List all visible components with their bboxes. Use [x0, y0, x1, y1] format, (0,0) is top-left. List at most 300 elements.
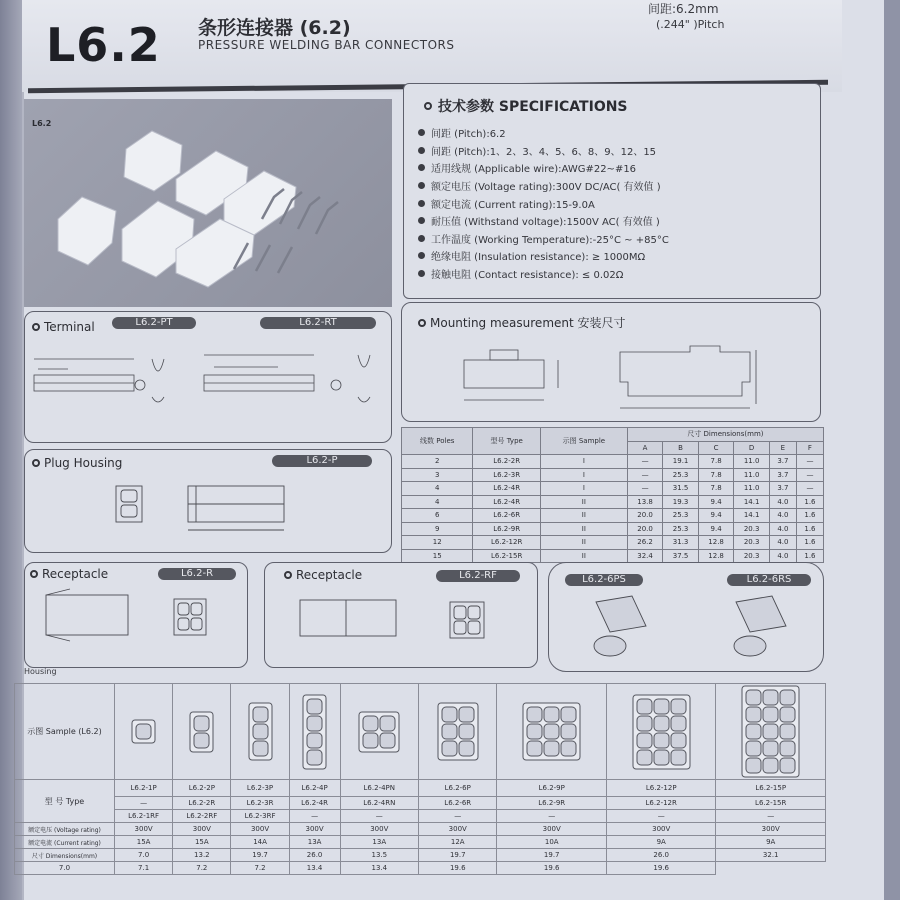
housing-cell: — [340, 810, 418, 823]
spec-text: 额定电压 (Voltage rating):300V DC/AC( 有效值 ) [431, 182, 661, 194]
housing-cavity-icon [302, 694, 327, 770]
spec-item [418, 265, 669, 283]
housing-cavity [746, 741, 761, 756]
table-cell: 13.8 [627, 495, 663, 509]
table-cell: — [627, 482, 663, 496]
chinese-title: 条形连接器 (6.2) [198, 17, 351, 39]
spec-item [418, 230, 669, 248]
housing-cell: 7.2 [173, 862, 231, 875]
bullet-icon [32, 323, 40, 331]
table-cell: 4.0 [769, 536, 796, 550]
housing-cell: 300V [497, 823, 606, 836]
pitch-mm: 间距:6.2mm [648, 2, 719, 16]
table-cell: L6.2-12R [473, 536, 540, 550]
housing-cavity [780, 707, 795, 722]
housing-cell: 300V [173, 823, 231, 836]
spec-item [418, 124, 669, 142]
housing-cavity [363, 716, 378, 731]
housing-cell: — [716, 810, 826, 823]
table-cell: 9.4 [698, 522, 734, 536]
housing-cell: L6.2-12P [606, 780, 715, 797]
housing-cell: 9A [716, 836, 826, 849]
housing-cavity [561, 741, 576, 756]
housing-cavity [671, 733, 686, 748]
table-row [402, 549, 824, 563]
housing-cavity [561, 724, 576, 739]
housing-type-row [15, 810, 826, 823]
housing-cavity-icon [189, 711, 214, 753]
series-title: L6.2 [46, 18, 161, 72]
spec-item [418, 194, 669, 212]
housing-cell: L6.2-4P [289, 780, 340, 797]
table-cell: 1.6 [796, 509, 823, 523]
table-cell: 12 [402, 536, 473, 550]
receptacle-rf-drawing [290, 590, 530, 656]
table-cell: 7.8 [698, 482, 734, 496]
housing-cavity [746, 690, 761, 705]
housing-cavity [746, 758, 761, 773]
dim-col-header: E [769, 441, 796, 455]
housing-cell: L6.2-15R [716, 797, 826, 810]
housing-table-body [15, 684, 826, 875]
table-cell: II [540, 495, 627, 509]
spec-text: 工作温度 (Working Temperature):-25°C ~ +85°C [431, 234, 669, 246]
table-row [402, 509, 824, 523]
table-cell: 20.3 [734, 536, 770, 550]
housing-cell: 14A [231, 836, 289, 849]
housing-cavity [527, 707, 542, 722]
spec-text: 耐压值 (Withstand voltage):1500V AC( 有效值 ) [431, 217, 660, 229]
housing-cavity [194, 716, 209, 731]
spec-item [418, 247, 669, 265]
table-cell: — [627, 455, 663, 469]
housing-cavity [459, 724, 474, 739]
table-cell: 4.0 [769, 522, 796, 536]
housing-cell: 19.6 [497, 862, 606, 875]
bullet-icon [418, 270, 425, 277]
table-cell: 15 [402, 549, 473, 563]
table-cell: 32.4 [627, 549, 663, 563]
table-cell: 25.3 [663, 468, 699, 482]
table-cell: 20.0 [627, 509, 663, 523]
housing-cavity [637, 733, 652, 748]
housing-table [14, 683, 826, 875]
housing-cavity [459, 741, 474, 756]
housing-cell: 13A [340, 836, 418, 849]
bullet-icon [418, 200, 425, 207]
housing-cell: L6.2-1RF [115, 810, 173, 823]
housing-cavity [780, 690, 795, 705]
table-row [402, 468, 824, 482]
terminal-pt-pill: L6.2-PT [112, 317, 196, 329]
table-row [402, 536, 824, 550]
housing-cell: L6.2-3P [231, 780, 289, 797]
product-photo [24, 99, 392, 307]
crimp-drawing [560, 588, 820, 668]
housing-cell: 7.2 [231, 862, 289, 875]
housing-cavity [363, 733, 378, 748]
housing-cell: L6.2-1P [115, 780, 173, 797]
table-cell: II [540, 536, 627, 550]
table-cell: 4.0 [769, 549, 796, 563]
housing-cavity [763, 724, 778, 739]
housing-cavity [253, 741, 268, 756]
type-header: 型号 Type [473, 428, 540, 455]
housing-cell: — [497, 810, 606, 823]
table-cell: 1.6 [796, 536, 823, 550]
housing-cavity-icon [632, 694, 691, 770]
table-row [402, 482, 824, 496]
housing-voltage-row-label: 额定电压 (Voltage rating) [15, 823, 115, 836]
bullet-icon [418, 252, 425, 259]
bullet-icon [418, 319, 426, 327]
table-cell: L6.2-15R [473, 549, 540, 563]
dimensions-header: 尺寸 Dimensions(mm) [627, 428, 823, 442]
housing-cavity-icon [437, 702, 479, 761]
bullet-icon [424, 102, 432, 110]
housing-cell: 300V [289, 823, 340, 836]
housing-cell: 10A [497, 836, 606, 849]
housing-cell: L6.2-3R [231, 797, 289, 810]
housing-cell: L6.2-3RF [231, 810, 289, 823]
housing-cell: 19.6 [606, 862, 715, 875]
housing-cavity [544, 707, 559, 722]
table-cell: II [540, 549, 627, 563]
housing-cell: 13.4 [289, 862, 340, 875]
spec-text: 额定电流 (Current rating):15-9.0A [431, 199, 595, 211]
bullet-icon [418, 182, 425, 189]
table-row [402, 495, 824, 509]
spec-item [418, 159, 669, 177]
table-cell: L6.2-3R [473, 468, 540, 482]
housing-cell: 300V [115, 823, 173, 836]
housing-cavity [380, 733, 395, 748]
housing-type-row [15, 797, 826, 810]
housing-cavity [544, 741, 559, 756]
table-cell: 31.3 [663, 536, 699, 550]
dimensions-table-body [402, 455, 824, 563]
table-cell: 9.4 [698, 509, 734, 523]
poles-header: 线数 Poles [402, 428, 473, 455]
housing-cavity-icon [522, 702, 581, 761]
housing-sample-row [15, 684, 826, 780]
housing-cell: L6.2-2P [173, 780, 231, 797]
housing-cell: L6.2-4RN [340, 797, 418, 810]
housing-dim-b-row [15, 862, 826, 875]
table-cell: I [540, 482, 627, 496]
housing-cavity [780, 724, 795, 739]
table-cell: — [796, 468, 823, 482]
housing-sample-cell [419, 684, 497, 780]
crimp-6ps-pill: L6.2-6PS [565, 574, 643, 586]
housing-cell: 13A [289, 836, 340, 849]
table-cell: II [540, 522, 627, 536]
housing-cavity [637, 750, 652, 765]
table-cell: 9.4 [698, 495, 734, 509]
mounting-label-text: Mounting measurement 安装尺寸 [430, 316, 626, 330]
table-cell: 11.0 [734, 482, 770, 496]
housing-cavity [307, 750, 322, 765]
housing-cell: 12A [419, 836, 497, 849]
housing-dim-a-row-label: 尺寸 Dimensions(mm) [15, 849, 115, 862]
housing-cavity [763, 707, 778, 722]
table-cell: 3.7 [769, 482, 796, 496]
housing-sample-cell [115, 684, 173, 780]
table-cell: 37.5 [663, 549, 699, 563]
dim-col-header: A [627, 441, 663, 455]
table-cell: 4 [402, 495, 473, 509]
housing-cavity [544, 724, 559, 739]
receptacle-r-pill: L6.2-R [158, 568, 236, 580]
table-cell: 11.0 [734, 468, 770, 482]
dim-col-header: D [734, 441, 770, 455]
table-cell: 3 [402, 468, 473, 482]
housing-cell: — [419, 810, 497, 823]
type-row-label: 型 号 Type [15, 780, 115, 823]
plug-housing-label [32, 456, 122, 470]
housing-sample-cell [173, 684, 231, 780]
dim-col-header: B [663, 441, 699, 455]
table-cell: L6.2-2R [473, 455, 540, 469]
housing-cell: L6.2-4R [289, 797, 340, 810]
english-title: PRESSURE WELDING BAR CONNECTORS [198, 38, 455, 52]
table-cell: L6.2-4R [473, 482, 540, 496]
housing-cavity [307, 716, 322, 731]
housing-current-row-label: 额定电流 (Current rating) [15, 836, 115, 849]
specifications-list [418, 124, 669, 282]
housing-cavity [253, 707, 268, 722]
housing-cell: 9A [606, 836, 715, 849]
housing-cavity [442, 724, 457, 739]
housing-cavity [654, 716, 669, 731]
housing-current-row [15, 836, 826, 849]
table-cell: — [796, 482, 823, 496]
table-cell: 19.1 [663, 455, 699, 469]
receptacle-rf-pill: L6.2-RF [436, 570, 520, 582]
housing-voltage-row [15, 823, 826, 836]
pitch-inch: (.244" )Pitch [656, 18, 725, 31]
table-cell: 1.6 [796, 495, 823, 509]
table-cell: L6.2-4R [473, 495, 540, 509]
housing-cavity [380, 716, 395, 731]
housing-cell: — [606, 810, 715, 823]
housing-cavity [654, 699, 669, 714]
housing-cell: 300V [606, 823, 715, 836]
housing-cell: 19.7 [231, 849, 289, 862]
table-cell: 19.3 [663, 495, 699, 509]
housing-cell: 7.1 [115, 862, 173, 875]
spec-text: 接触电阻 (Contact resistance): ≤ 0.02Ω [431, 270, 624, 282]
housing-cavity [307, 733, 322, 748]
table-cell: 12.8 [698, 549, 734, 563]
sample-header: 示图 Sample [540, 428, 627, 455]
photo-label: L6.2 [32, 119, 52, 128]
table-cell: 26.2 [627, 536, 663, 550]
housing-cell: 13.5 [340, 849, 418, 862]
housing-type-row [15, 780, 826, 797]
housing-cell: 15A [115, 836, 173, 849]
terminal-rt-pill: L6.2-RT [260, 317, 376, 329]
bullet-icon [284, 571, 292, 579]
plug-pill: L6.2-P [272, 455, 372, 467]
housing-cell: L6.2-4PN [340, 780, 418, 797]
plug-housing-drawing [100, 478, 300, 544]
table-cell: 31.5 [663, 482, 699, 496]
table-cell: 20.3 [734, 522, 770, 536]
table-cell: 9 [402, 522, 473, 536]
table-row [402, 522, 824, 536]
specifications-title [424, 96, 628, 116]
housing-cavity [763, 741, 778, 756]
table-cell: L6.2-9R [473, 522, 540, 536]
bullet-icon [32, 459, 40, 467]
housing-cavity-icon [248, 702, 273, 761]
table-cell: 12.8 [698, 536, 734, 550]
housing-sample-cell [716, 684, 826, 780]
housing-cavity [654, 733, 669, 748]
table-cell: 7.8 [698, 455, 734, 469]
bullet-icon [30, 570, 38, 578]
housing-section-title: Housing [24, 667, 57, 676]
table-cell: — [796, 455, 823, 469]
table-cell: 20.3 [734, 549, 770, 563]
housing-sample-cell [289, 684, 340, 780]
housing-cell: 13.4 [340, 862, 418, 875]
table-cell: 3.7 [769, 468, 796, 482]
table-cell: 14.1 [734, 495, 770, 509]
housing-cavity [527, 741, 542, 756]
bullet-icon [418, 164, 425, 171]
housing-cavity [780, 741, 795, 756]
table-cell: 2 [402, 455, 473, 469]
table-row [402, 455, 824, 469]
table-cell: 14.1 [734, 509, 770, 523]
housing-cavity [194, 733, 209, 748]
dimensions-table [401, 427, 824, 563]
housing-cavity-icon [358, 711, 400, 753]
housing-cell: 15A [173, 836, 231, 849]
crimp-6rs-pill: L6.2-6RS [727, 574, 811, 586]
bullet-icon [418, 129, 425, 136]
housing-cavity [780, 758, 795, 773]
housing-cavity [746, 724, 761, 739]
housing-cavity [527, 724, 542, 739]
terminal-label [32, 320, 95, 334]
mounting-drawing [450, 332, 760, 414]
table-cell: 7.8 [698, 468, 734, 482]
receptacle-rf-label-text: Receptacle [296, 568, 363, 582]
bullet-icon [418, 217, 425, 224]
housing-cell: L6.2-2R [173, 797, 231, 810]
table-cell: 20.0 [627, 522, 663, 536]
terminal-label-text: Terminal [44, 320, 95, 334]
housing-cell: L6.2-9P [497, 780, 606, 797]
table-cell: L6.2-6R [473, 509, 540, 523]
spec-text: 间距 (Pitch):1、2、3、4、5、6、8、9、12、15 [431, 146, 657, 158]
spec-text: 适用线规 (Applicable wire):AWG#22~#16 [431, 164, 637, 176]
housing-cell: 19.7 [497, 849, 606, 862]
housing-sample-cell [497, 684, 606, 780]
bullet-icon [418, 235, 425, 242]
spec-text: 绝缘电阻 (Insulation resistance): ≥ 1000MΩ [431, 252, 646, 264]
dim-col-header: F [796, 441, 823, 455]
housing-cavity [763, 690, 778, 705]
housing-cell: — [289, 810, 340, 823]
housing-cavity [763, 758, 778, 773]
table-cell: 4 [402, 482, 473, 496]
housing-cell: 32.1 [716, 849, 826, 862]
housing-cavity [654, 750, 669, 765]
housing-sample-cell [231, 684, 289, 780]
housing-cell: L6.2-9R [497, 797, 606, 810]
dim-col-header: C [698, 441, 734, 455]
housing-cavity [307, 699, 322, 714]
table-cell: I [540, 468, 627, 482]
housing-cell: L6.2-6R [419, 797, 497, 810]
housing-cell: L6.2-6P [419, 780, 497, 797]
table-cell: 1.6 [796, 522, 823, 536]
table-cell: 25.3 [663, 509, 699, 523]
housing-cavity [561, 707, 576, 722]
spec-text: 间距 (Pitch):6.2 [431, 129, 506, 141]
table-cell: 3.7 [769, 455, 796, 469]
housing-cell: 7.0 [15, 862, 115, 875]
table-cell: 25.3 [663, 522, 699, 536]
housing-cavity [253, 724, 268, 739]
specifications-heading: 技术参数 SPECIFICATIONS [438, 99, 628, 115]
table-cell: 4.0 [769, 509, 796, 523]
housing-cell: L6.2-12R [606, 797, 715, 810]
housing-cell: 19.6 [419, 862, 497, 875]
terminal-drawing [28, 345, 388, 425]
table-cell: II [540, 509, 627, 523]
receptacle-rf-label [284, 568, 362, 582]
housing-cavity [746, 707, 761, 722]
housing-cavity [637, 716, 652, 731]
table-cell: 1.6 [796, 549, 823, 563]
receptacle-label-text: Receptacle [42, 567, 109, 581]
housing-cell: — [115, 797, 173, 810]
housing-cavity [442, 707, 457, 722]
housing-cell: 300V [340, 823, 418, 836]
housing-cavity [136, 724, 151, 739]
table-cell: 4.0 [769, 495, 796, 509]
table-cell: — [627, 468, 663, 482]
mounting-label [418, 314, 626, 331]
housing-sample-cell [606, 684, 715, 780]
housing-sample-cell [340, 684, 418, 780]
housing-cell: 300V [231, 823, 289, 836]
table-cell: 11.0 [734, 455, 770, 469]
housing-cavity [442, 741, 457, 756]
housing-cavity-icon [741, 685, 800, 778]
sample-row-label: 示图 Sample (L6.2) [15, 684, 115, 780]
housing-cell: 300V [419, 823, 497, 836]
housing-cell: 7.0 [115, 849, 173, 862]
housing-cavity [671, 750, 686, 765]
housing-cell: 26.0 [289, 849, 340, 862]
housing-cavity [671, 699, 686, 714]
housing-cell: 26.0 [606, 849, 715, 862]
housing-dim-a-row [15, 849, 826, 862]
connectors-illustration [24, 99, 392, 307]
spec-item [418, 177, 669, 195]
table-cell: I [540, 455, 627, 469]
bullet-icon [418, 147, 425, 154]
housing-cavity [671, 716, 686, 731]
receptacle-r-drawing [36, 585, 236, 655]
housing-cavity [459, 707, 474, 722]
